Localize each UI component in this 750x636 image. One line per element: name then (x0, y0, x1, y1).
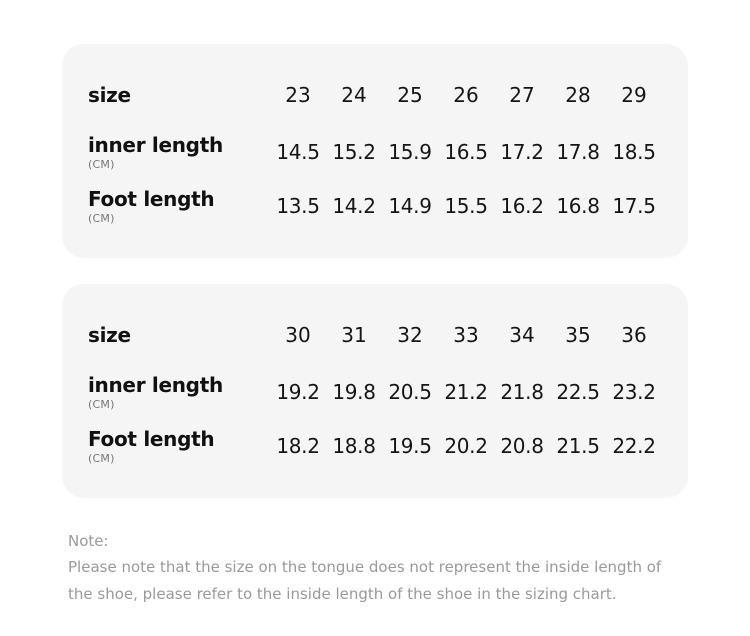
foot-length-value: 18.8 (332, 434, 376, 458)
row-label-size (88, 66, 270, 124)
inner-length-value: 19.2 (276, 380, 320, 404)
row-label-unit: (CM) (88, 157, 115, 171)
table-row (88, 364, 662, 420)
row-label-foot-length (88, 180, 270, 232)
foot-length-value: 16.2 (500, 194, 544, 218)
size-value: 33 (453, 323, 479, 347)
inner-length-value: 16.5 (444, 140, 488, 164)
inner-length-value: 15.2 (332, 140, 376, 164)
foot-length-value: 16.8 (556, 194, 600, 218)
size-value: 26 (453, 83, 479, 107)
inner-length-value: 21.8 (500, 380, 544, 404)
inner-length-value: 19.8 (332, 380, 376, 404)
foot-length-value: 13.5 (276, 194, 320, 218)
size-table-large (88, 306, 662, 472)
table-row (88, 66, 662, 124)
size-value: 34 (509, 323, 535, 347)
size-value: 23 (285, 83, 311, 107)
foot-length-value: 15.5 (444, 194, 488, 218)
row-label-inner-length (88, 364, 270, 420)
row-label-text: Foot length (88, 426, 215, 451)
row-label-size (88, 306, 270, 364)
row-label-text: inner length (88, 132, 223, 157)
inner-length-value: 23.2 (612, 380, 656, 404)
size-value: 27 (509, 83, 535, 107)
size-table-small (88, 66, 662, 232)
row-label-foot-length (88, 420, 270, 472)
foot-length-value: 18.2 (276, 434, 320, 458)
size-value: 35 (565, 323, 591, 347)
size-chart-card-large (62, 284, 688, 498)
table-row (88, 124, 662, 180)
note-section (62, 528, 688, 607)
table-row (88, 420, 662, 472)
inner-length-value: 15.9 (388, 140, 432, 164)
size-value: 29 (621, 83, 647, 107)
note-body: Please note that the size on the tongue does not represent the inside length of the shoe, please refer to the inside length of the shoe in the sizing chart. (68, 558, 662, 603)
row-label-text: inner length (88, 372, 223, 397)
size-value: 24 (341, 83, 367, 107)
inner-length-value: 22.5 (556, 380, 600, 404)
foot-length-value: 20.2 (444, 434, 488, 458)
foot-length-value: 14.2 (332, 194, 376, 218)
row-label-text: Foot length (88, 186, 215, 211)
size-value: 25 (397, 83, 423, 107)
foot-length-value: 21.5 (556, 434, 600, 458)
table-row (88, 180, 662, 232)
inner-length-value: 18.5 (612, 140, 656, 164)
inner-length-value: 14.5 (276, 140, 320, 164)
row-label-text: size (88, 82, 131, 107)
row-label-unit: (CM) (88, 451, 115, 465)
row-label-inner-length (88, 124, 270, 180)
inner-length-value: 20.5 (388, 380, 432, 404)
size-chart-card-small (62, 44, 688, 258)
size-value: 36 (621, 323, 647, 347)
row-label-unit: (CM) (88, 211, 115, 225)
foot-length-value: 19.5 (388, 434, 432, 458)
row-label-text: size (88, 322, 131, 347)
foot-length-value: 14.9 (388, 194, 432, 218)
foot-length-value: 20.8 (500, 434, 544, 458)
note-title: Note: (68, 532, 109, 550)
table-row (88, 306, 662, 364)
inner-length-value: 17.8 (556, 140, 600, 164)
inner-length-value: 21.2 (444, 380, 488, 404)
size-value: 28 (565, 83, 591, 107)
size-value: 32 (397, 323, 423, 347)
size-value: 31 (341, 323, 367, 347)
row-label-unit: (CM) (88, 397, 115, 411)
foot-length-value: 22.2 (612, 434, 656, 458)
foot-length-value: 17.5 (612, 194, 656, 218)
size-value: 30 (285, 323, 311, 347)
inner-length-value: 17.2 (500, 140, 544, 164)
